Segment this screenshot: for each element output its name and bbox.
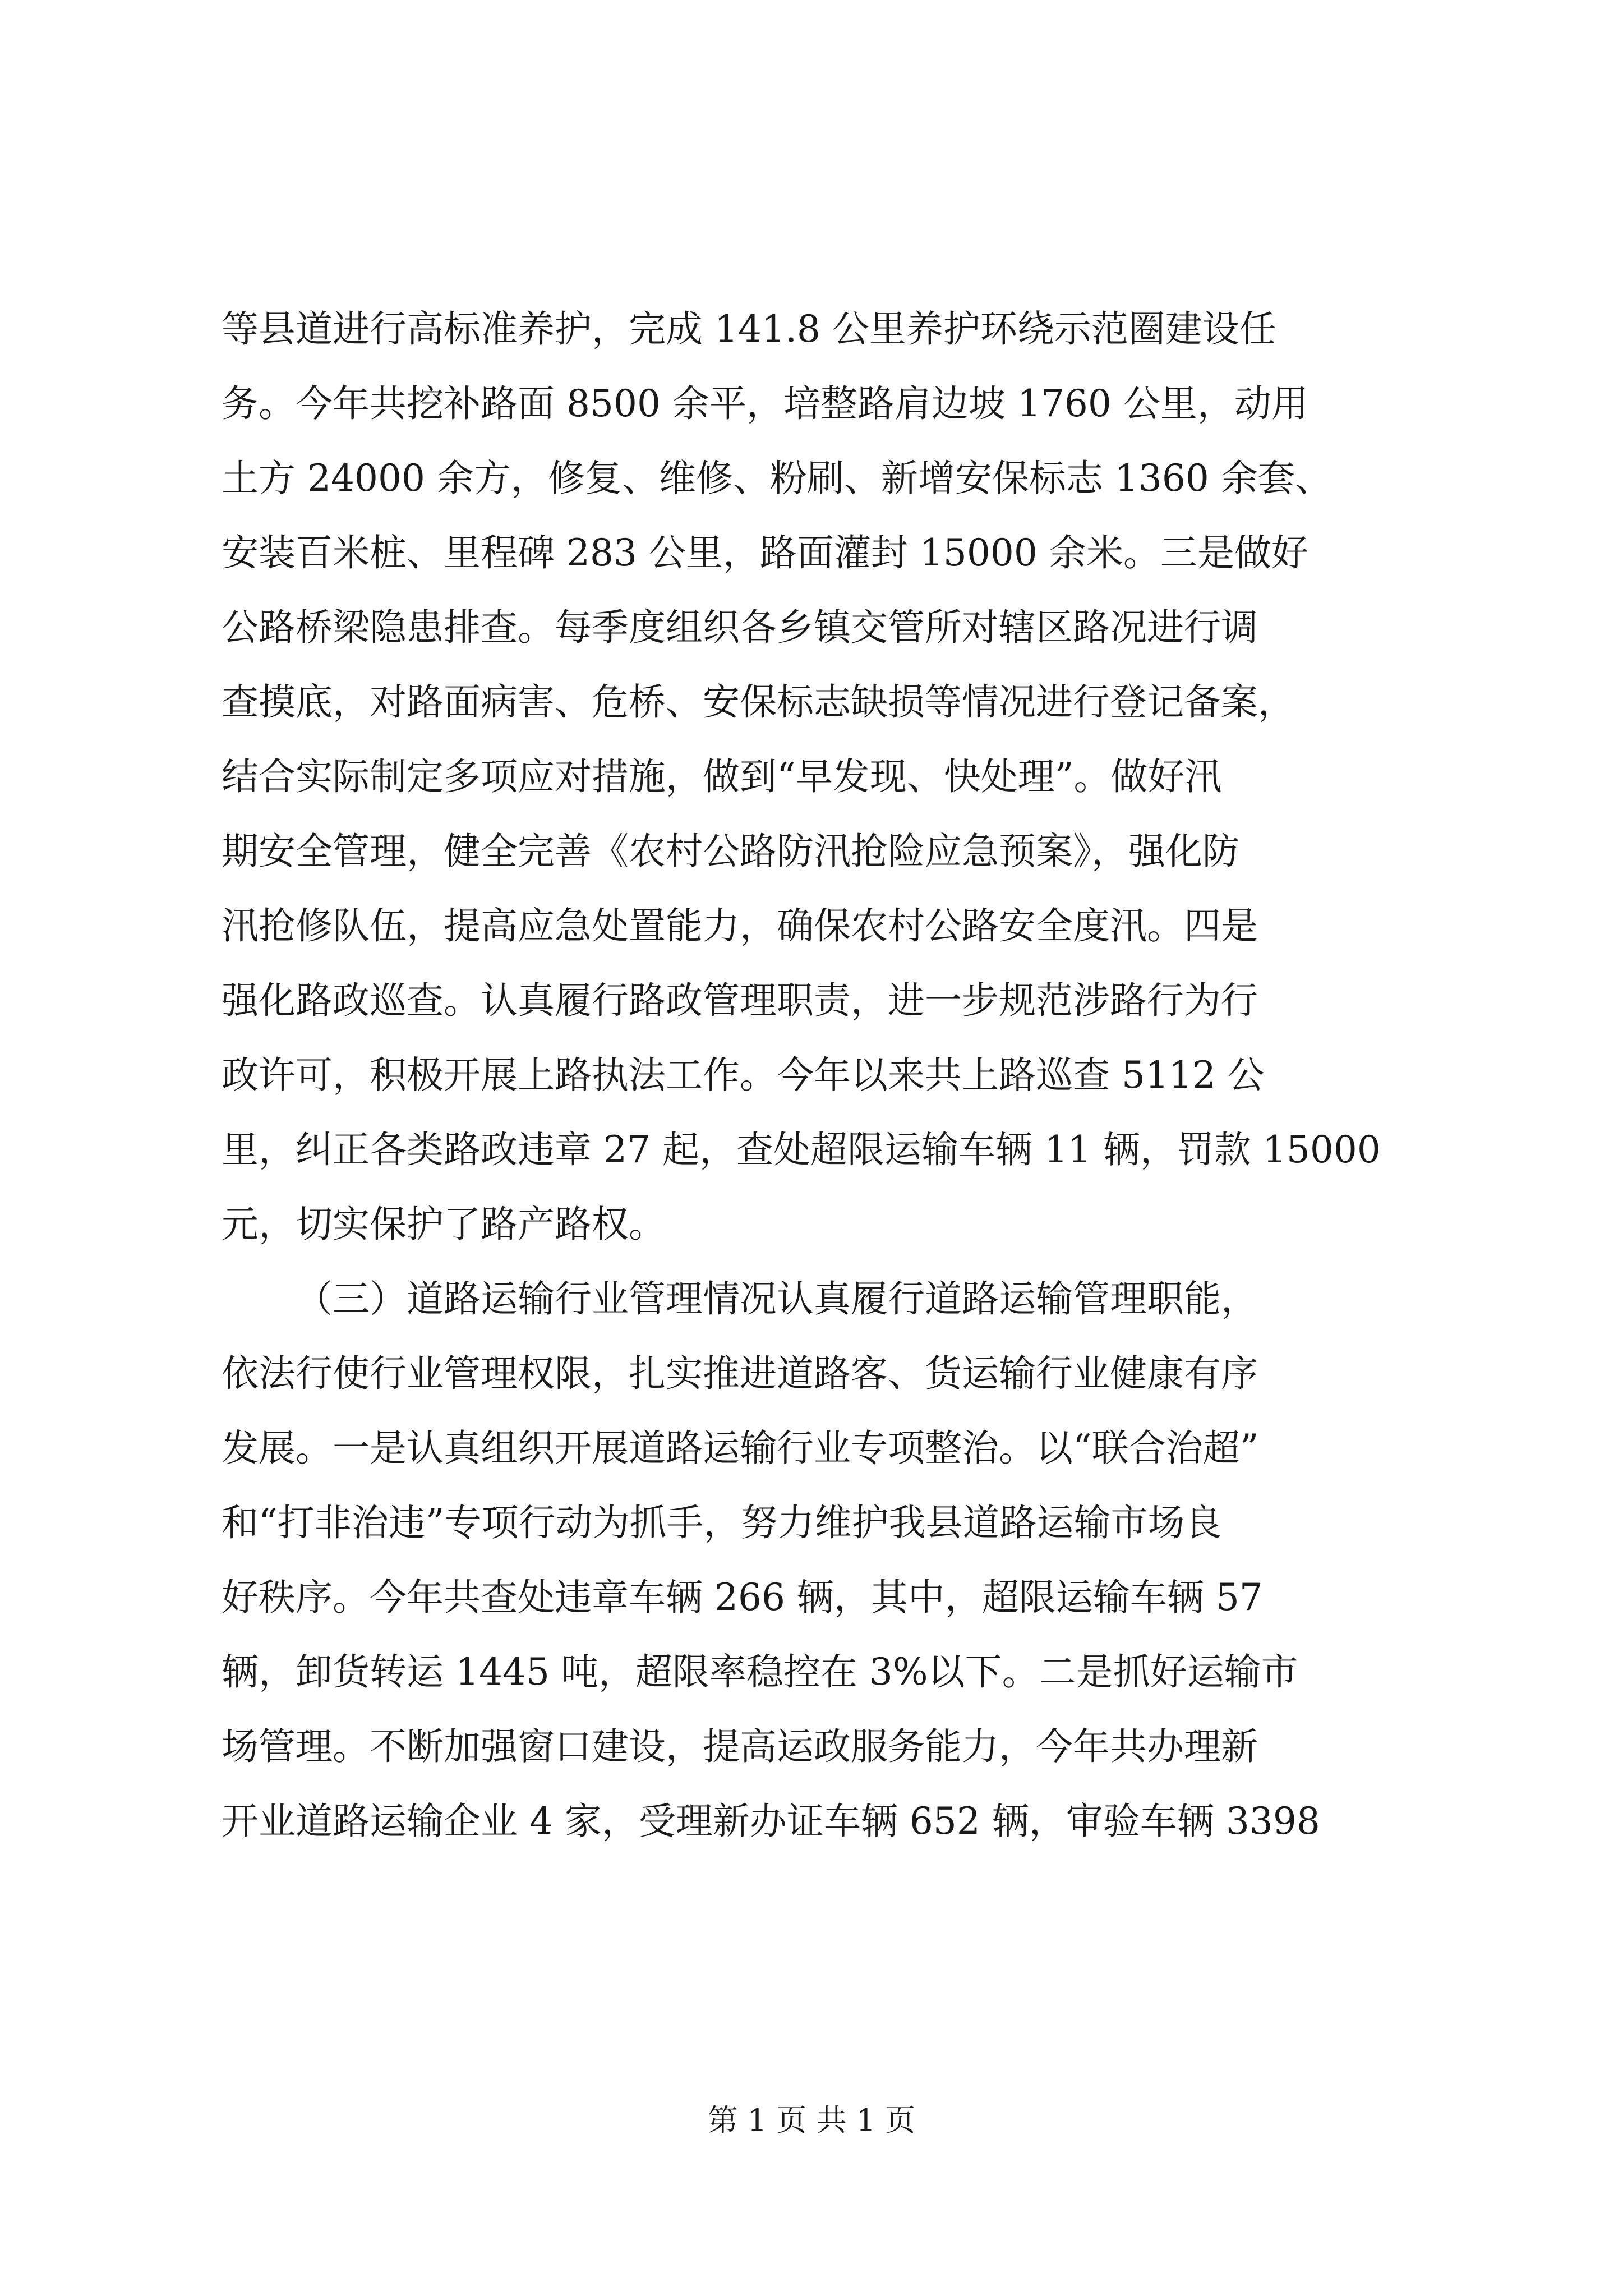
text-line: 场管理。不断加强窗口建设，提高运政服务能力，今年共办理新 xyxy=(222,1725,1258,1768)
text-line: 好秩序。今年共查处违章车辆 266 辆，其中，超限运输车辆 57 xyxy=(222,1576,1263,1619)
text-line: 土方 24000 余方，修复、维修、粉刷、新增安保标志 1360 余套、 xyxy=(222,457,1332,500)
text-line: 公路桥梁隐患排查。每季度组织各乡镇交管所对辖区路况进行调 xyxy=(222,606,1258,649)
text-line: 元，切实保护了路产路权。 xyxy=(222,1203,666,1246)
text-line: 强化路政巡查。认真履行路政管理职责，进一步规范涉路行为行 xyxy=(222,979,1258,1022)
page-number-footer: 第 1 页 共 1 页 xyxy=(707,2102,916,2138)
text-line: 务。今年共挖补路面 8500 余平，培整路肩边坡 1760 公里，动用 xyxy=(222,382,1308,425)
text-line: 查摸底，对路面病害、危桥、安保标志缺损等情况进行登记备案， xyxy=(222,680,1295,724)
text-line: 开业道路运输企业 4 家，受理新办证车辆 652 辆，审验车辆 3398 xyxy=(222,1800,1320,1843)
text-line: 期安全管理，健全完善《农村公路防汛抢险应急预案》，强化防 xyxy=(222,830,1239,873)
text-line: 等县道进行高标准养护，完成 141.8 公里养护环绕示范圈建设任 xyxy=(222,307,1276,351)
body-text xyxy=(222,292,1438,1858)
text-line: 里，纠正各类路政违章 27 起，查处超限运输车辆 11 辆，罚款 15000 xyxy=(222,1128,1381,1171)
text-line: 结合实际制定多项应对措施，做到“早发现、快处理”。做好汛 xyxy=(222,755,1222,798)
text-line: 和“打非治违”专项行动为抓手，努力维护我县道路运输市场良 xyxy=(222,1501,1222,1544)
text-line: 政许可，积极开展上路执法工作。今年以来共上路巡查 5112 公 xyxy=(222,1053,1265,1097)
section-heading-line: （三）道路运输行业管理情况认真履行道路运输管理职能， xyxy=(296,1277,1258,1320)
text-line: 汛抢修队伍，提高应急处置能力，确保农村公路安全度汛。四是 xyxy=(222,904,1258,947)
text-line: 发展。一是认真组织开展道路运输行业专项整治。以“联合治超” xyxy=(222,1427,1259,1470)
text-line: 依法行使行业管理权限，扎实推进道路客、货运输行业健康有序 xyxy=(222,1352,1258,1395)
text-line: 辆，卸货转运 1445 吨，超限率稳控在 3%以下。二是抓好运输市 xyxy=(222,1650,1298,1694)
text-line: 安装百米桩、里程碑 283 公里，路面灌封 15000 余米。三是做好 xyxy=(222,531,1308,574)
